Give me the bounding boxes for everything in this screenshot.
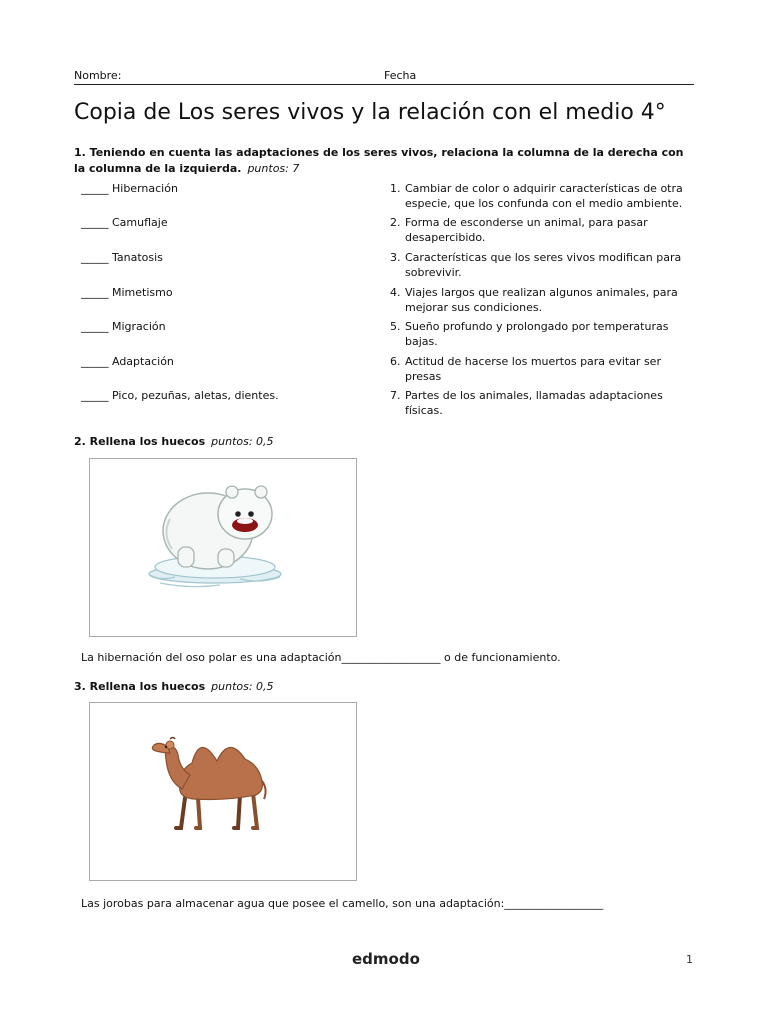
left-item-7: _____ Pico, pezuñas, aletas, dientes. xyxy=(81,389,279,402)
right-item-5 xyxy=(390,319,690,349)
right-item-text: Partes de los animales, llamadas adaptaciones físicas. xyxy=(405,389,663,417)
right-item-7 xyxy=(390,388,690,418)
left-item-3: _____ Tanatosis xyxy=(81,251,163,264)
question-3-sentence: Las jorobas para almacenar agua que posee el camello, son una adaptación:__________________ xyxy=(81,897,604,910)
right-item-4 xyxy=(390,285,690,315)
question-1-text: 1. Teniendo en cuenta las adaptaciones de los seres vivos, relaciona la columna de la derecha con la columna de la izquierda. xyxy=(74,146,684,175)
right-item-2 xyxy=(390,215,690,245)
question-2-sentence: La hibernación del oso polar es una adaptación__________________ o de funcionamiento. xyxy=(81,651,561,664)
polar-bear-image xyxy=(89,458,357,637)
right-item-6 xyxy=(390,354,690,384)
camel-image xyxy=(89,702,357,881)
left-item-2: _____ Camuflaje xyxy=(81,216,168,229)
right-item-number: 5. xyxy=(390,320,401,333)
right-item-number: 3. xyxy=(390,251,401,264)
right-item-text: Sueño profundo y prolongado por temperaturas bajas. xyxy=(405,320,669,348)
right-item-number: 1. xyxy=(390,182,401,195)
left-item-1: _____ Hibernación xyxy=(81,182,178,195)
right-item-text: Viajes largos que realizan algunos animales, para mejorar sus condiciones. xyxy=(405,286,678,314)
edmodo-logo: edmodo xyxy=(352,950,420,968)
question-3-text: 3. Rellena los huecos xyxy=(74,680,206,693)
question-2-points: puntos: 0,5 xyxy=(211,435,274,448)
question-1-points: puntos: 7 xyxy=(247,162,300,175)
left-item-6: _____ Adaptación xyxy=(81,355,174,368)
right-item-text: Características que los seres vivos modifican para sobrevivir. xyxy=(405,251,682,279)
right-item-text: Actitud de hacerse los muertos para evitar ser presas xyxy=(405,355,661,383)
left-item-4: _____ Mimetismo xyxy=(81,286,173,299)
right-item-1 xyxy=(390,181,690,211)
polar-bear-illustration xyxy=(90,459,356,636)
right-item-number: 6. xyxy=(390,355,401,368)
student-header xyxy=(74,69,694,85)
right-item-text: Cambiar de color o adquirir características de otra especie, que los confunda con el medio ambiente. xyxy=(405,182,683,210)
camel-illustration xyxy=(90,703,356,880)
question-2 xyxy=(74,434,694,450)
question-1 xyxy=(74,145,694,177)
page-number: 1 xyxy=(686,953,693,966)
question-3 xyxy=(74,679,694,695)
right-item-number: 7. xyxy=(390,389,401,402)
left-item-5: _____ Migración xyxy=(81,320,166,333)
right-item-number: 4. xyxy=(390,286,401,299)
question-2-text: 2. Rellena los huecos xyxy=(74,435,206,448)
date-label: Fecha xyxy=(384,69,417,82)
right-item-3 xyxy=(390,250,690,280)
page-title: Copia de Los seres vivos y la relación con el medio 4° xyxy=(74,100,666,125)
right-item-text: Forma de esconderse un animal, para pasar desapercibido. xyxy=(405,216,648,244)
name-label: Nombre: xyxy=(74,69,122,82)
right-item-number: 2. xyxy=(390,216,401,229)
question-3-points: puntos: 0,5 xyxy=(211,680,274,693)
